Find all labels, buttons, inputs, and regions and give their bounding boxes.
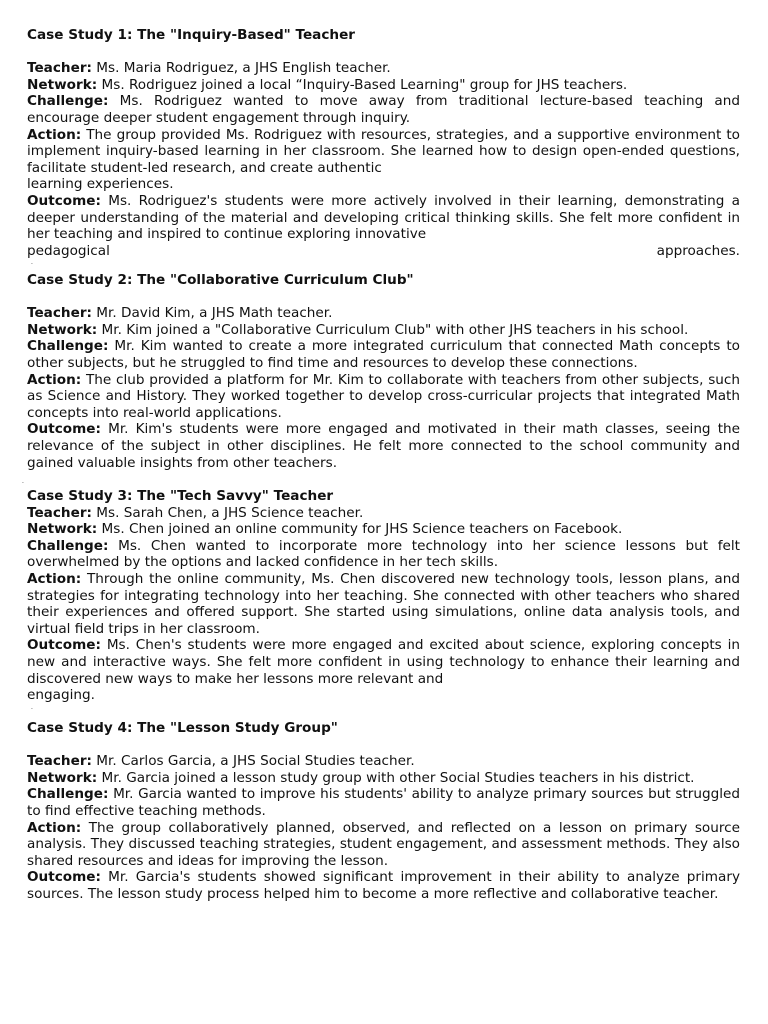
outcome-label: Outcome: [27, 637, 101, 654]
teacher-text: Ms. Sarah Chen, a JHS Science teacher. [96, 504, 364, 521]
network-text: Mr. Garcia joined a lesson study group with other Social Studies teachers in his district. [101, 769, 695, 786]
teacher-line [27, 305, 740, 322]
teacher-label: Teacher: [27, 504, 92, 521]
case-study-1 [27, 27, 740, 267]
trailing-mark: . [31, 259, 33, 267]
action-label: Action: [27, 819, 82, 836]
network-line [27, 322, 740, 339]
outcome-tail-left: pedagogical [27, 242, 110, 259]
action-label: Action: [27, 371, 82, 388]
action-tail: learning experiences. [27, 176, 174, 193]
case-study-3 [27, 488, 740, 712]
case-study-title: Case Study 4: The "Lesson Study Group" [27, 720, 338, 736]
teacher-label: Teacher: [27, 305, 92, 322]
outcome-line [27, 869, 740, 902]
teacher-line [27, 60, 740, 77]
action-text: The group provided Ms. Rodriguez with resources, strategies, and a supportive environment to implement inquiry-based learning in her classroom. She learned how to design open-ended questions, facilitate student-led research, and create authentic [27, 126, 740, 176]
challenge-line [27, 786, 740, 819]
challenge-line [27, 538, 740, 571]
challenge-text: Mr. Garcia wanted to improve his students' ability to analyze primary sources but struggled to find effective teaching methods. [27, 786, 740, 819]
action-text: The group collaboratively planned, observed, and reflected on a lesson on primary source analysis. They discussed teaching strategies, student engagement, and assessment methods. They also shared resources and ideas for improving the lesson. [27, 819, 740, 869]
teacher-label: Teacher: [27, 60, 92, 77]
case-study-4 [27, 720, 740, 903]
challenge-label: Challenge: [27, 338, 109, 355]
outcome-tail [27, 243, 740, 260]
outcome-line [27, 637, 740, 687]
action-line [27, 820, 740, 870]
challenge-line [27, 338, 740, 371]
network-line [27, 77, 740, 94]
challenge-line [27, 93, 740, 126]
challenge-label: Challenge: [27, 786, 109, 803]
network-text: Mr. Kim joined a "Collaborative Curriculum Club" with other JHS teachers in his school. [101, 321, 689, 338]
teacher-text: Mr. David Kim, a JHS Math teacher. [96, 305, 333, 322]
action-label: Action: [27, 570, 82, 587]
challenge-text: Mr. Kim wanted to create a more integrated curriculum that connected Math concepts to other subjects, but he struggled to find time and resources to develop these connections. [27, 338, 740, 371]
network-label: Network: [27, 769, 98, 786]
teacher-line [27, 505, 740, 522]
challenge-label: Challenge: [27, 537, 109, 554]
outcome-text: Ms. Rodriguez's students were more actively involved in their learning, demonstrating a deeper understanding of the material and developing critical thinking skills. She felt more confident in her teaching and inspired to continue exploring innovative [27, 192, 741, 243]
action-label: Action: [27, 126, 82, 143]
case-study-title: Case Study 3: The "Tech Savvy" Teacher [27, 488, 334, 504]
network-label: Network: [27, 321, 98, 338]
outcome-line [27, 193, 740, 243]
network-label: Network: [27, 76, 98, 93]
network-label: Network: [27, 521, 98, 538]
outcome-text: Ms. Chen's students were more engaged and excited about science, exploring concepts in new and interactive ways. She felt more confident in using technology to enhance their learning and discovered new ways to make her lessons more relevant and [27, 637, 740, 687]
outcome-text: Mr. Kim's students were more engaged and motivated in their math classes, seeing the relevance of the subject in other disciplines. He felt more connected to the school community and gained valuable insights from other teachers. [27, 421, 740, 471]
trailing-mark: . [31, 703, 33, 711]
action-text: The club provided a platform for Mr. Kim to collaborate with teachers from other subjects, such as Science and History. They worked together to develop cross-curricular projects that integrated Math concepts into real-world applications. [27, 371, 740, 421]
challenge-label: Challenge: [27, 93, 109, 110]
teacher-line [27, 753, 740, 770]
network-line [27, 770, 740, 787]
action-line [27, 372, 740, 422]
challenge-text: Ms. Rodriguez wanted to move away from traditional lecture-based teaching and encourage deeper student engagement through inquiry. [27, 93, 740, 126]
case-study-title: Case Study 2: The "Collaborative Curriculum Club" [27, 272, 414, 288]
action-text: Through the online community, Ms. Chen discovered new technology tools, lesson plans, and strategies for integrating technology into her teaching. She connected with other teachers who shared their experiences and offered support. She started using simulations, online data analysis tools, and virtual field trips in her classroom. [27, 570, 741, 637]
case-study-title: Case Study 1: The "Inquiry-Based" Teacher [27, 27, 356, 43]
challenge-text: Ms. Chen wanted to incorporate more technology into her science lessons but felt overwhelmed by the options and lacked confidence in her tech skills. [27, 537, 740, 571]
network-text: Ms. Chen joined an online community for JHS Science teachers on Facebook. [101, 521, 623, 538]
teacher-text: Mr. Carlos Garcia, a JHS Social Studies teacher. [96, 753, 415, 770]
network-text: Ms. Rodriguez joined a local “Inquiry-Based Learning" group for JHS teachers. [101, 76, 628, 93]
outcome-text: Mr. Garcia's students showed significant improvement in their ability to analyze primary sources. The lesson study process helped him to become a more reflective and collaborative teacher. [27, 869, 740, 902]
outcome-label: Outcome: [27, 192, 101, 209]
case-study-2 [27, 272, 740, 471]
teacher-label: Teacher: [27, 753, 92, 770]
outcome-label: Outcome: [27, 421, 101, 438]
outcome-tail-right: approaches. [656, 242, 740, 259]
trailing-mark: . [22, 478, 24, 485]
outcome-line [27, 421, 740, 471]
action-line [27, 571, 740, 637]
teacher-text: Ms. Maria Rodriguez, a JHS English teacher. [96, 60, 391, 77]
outcome-label: Outcome: [27, 869, 101, 886]
action-line [27, 127, 740, 177]
outcome-tail: engaging. [27, 687, 95, 704]
network-line [27, 521, 740, 538]
